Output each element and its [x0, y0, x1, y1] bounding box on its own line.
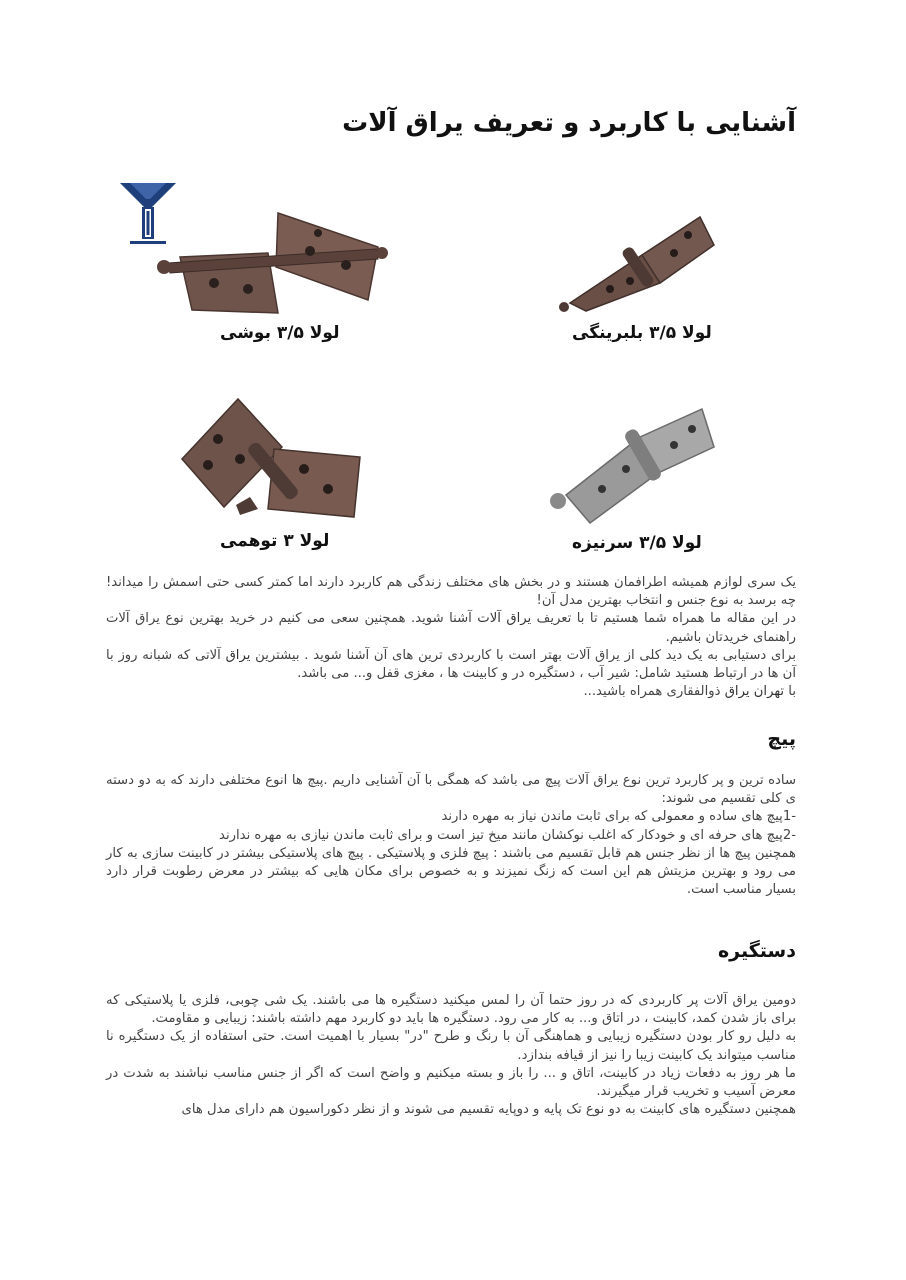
screw-paragraph-2: -1پیچ های ساده و معمولی که برای ثابت ماندن نیاز به مهره دارند	[441, 809, 796, 825]
intro-section	[106, 574, 796, 701]
intro-p2-text-b: آشنا شوید. همچنین سعی می کنیم در خرید بهترین نوع یراق آلات راهنمای خریدتان باشیم.	[106, 611, 796, 645]
page-title: آشنایی با کاربرد و تعریف یراق آلات	[342, 108, 796, 138]
link-yaragh-alat[interactable]: یراق آلات	[477, 611, 532, 627]
intro-paragraph-1: یک سری لوازم همیشه اطرافمان هستند و در بخش های مختلف زندگی هم کاربرد دارند اما کمتر کسی حتی اسمش را میداند! چه برسد به نوع جنس و انتخاب بهترین مدل آن!	[106, 575, 796, 609]
tohami-hinge-icon	[178, 397, 368, 519]
screw-paragraph-1: ساده ترین و پر کاربرد ترین نوع یراق آلات پیچ می باشد که همگی با آن آشنایی داریم .پیچ ها انوع مختلفی دارند که به دو دسته ی کلی تقسیم می شوند:	[106, 773, 796, 807]
caption-bushing-hinge: لولا ۳/۵ بوشی	[220, 323, 340, 343]
heading-handle: دستگیره	[717, 940, 796, 962]
handle-paragraph-4: همچنین دستگیره های کابینت به دو نوع تک پایه و دوپایه تقسیم می شوند و از نظر دکوراسیون هم دارای مدل های	[181, 1102, 796, 1118]
caption-tohami-hinge: لولا ۳ توهمی	[220, 531, 330, 551]
intro-p4-text-b: ذوالفقاری همراه باشید...	[583, 684, 725, 700]
caption-ball-bearing-hinge: لولا ۳/۵ بلبرینگی	[572, 323, 712, 343]
caption-bayonet-hinge: لولا ۳/۵ سرنیزه	[572, 533, 702, 553]
handle-section	[106, 992, 796, 1119]
ball-bearing-hinge-icon	[550, 215, 720, 315]
link-tehran-yaragh[interactable]: تهران یراق	[724, 684, 785, 700]
bushing-hinge-icon	[150, 205, 390, 315]
screw-paragraph-3: -2پیچ های حرفه ای و خودکار که اغلب نوکشان مانند میخ تیز است و برای ثابت ماندن نیازی به مهره ندارند	[219, 827, 796, 843]
intro-paragraph-3	[106, 647, 796, 683]
intro-paragraph-4	[106, 683, 796, 701]
intro-p3-text-a: برای دستیابی به یک دید کلی از یراق آلات بهتر است با کاربردی ترین های آن آشنا شوید . بیشترین	[250, 647, 796, 663]
intro-paragraph-2	[106, 610, 796, 646]
screw-section	[106, 772, 796, 899]
intro-p2-text-a: در این مقاله ما همراه شما هستیم تا با تعریف	[531, 611, 797, 627]
link-yaragh[interactable]: یراق	[225, 647, 251, 663]
intro-p4-text-a: با	[784, 684, 796, 700]
heading-screw: پیچ	[767, 728, 796, 750]
hinges-figure	[110, 175, 800, 560]
screw-paragraph-4: همچنین پیچ ها از نظر جنس هم قابل تقسیم می باشند : پیچ فلزی و پلاستیکی . پیچ های پلاستیکی بیشتر در کابینت سازی به کار می رود و بهترین مزیتش هم این است که زنگ نمیزند و به خصوص برای مکان هایی که بیشتر در معرض رطوبت قرار دارد بسیار مناسب است.	[106, 845, 796, 898]
bayonet-hinge-icon	[546, 407, 718, 527]
handle-paragraph-3: ما هر روز به دفعات زیاد در کابینت، اتاق و ... را باز و بسته میکنیم و واضح است که اگر از جنس مناسب نباشند به شدت در معرض آسیب و تخریب قرار میگیرند.	[106, 1065, 796, 1100]
intro-p3-text-b: آلاتی که شبانه روز با آن ها در ارتباط هستید شامل: شیر آب ، دستگیره در و کابینت ها ، مغزی قفل و... می باشد.	[106, 647, 796, 682]
handle-paragraph-2: به دلیل رو کار بودن دستگیره زیبایی و هماهنگی آن با رنگ و طرح "در" بسیار با اهمیت است. حتی استفاده از یک دستگیره نا مناسب میتواند یک کابینت زیبا را نیز از قیافه بندازد.	[106, 1029, 796, 1063]
handle-paragraph-1: دومین یراق آلات پر کاربردی که در روز حتما آن را لمس میکنید دستگیره ها می باشند. یک شی چوبی، فلزی یا پلاستیکی که برای باز شدن کمد، کابینت ، در اتاق و... به کار می رود. دستگیره ها باید دو کاربرد مهم داشته باشند: زیبایی و مقاومت.	[106, 993, 796, 1027]
